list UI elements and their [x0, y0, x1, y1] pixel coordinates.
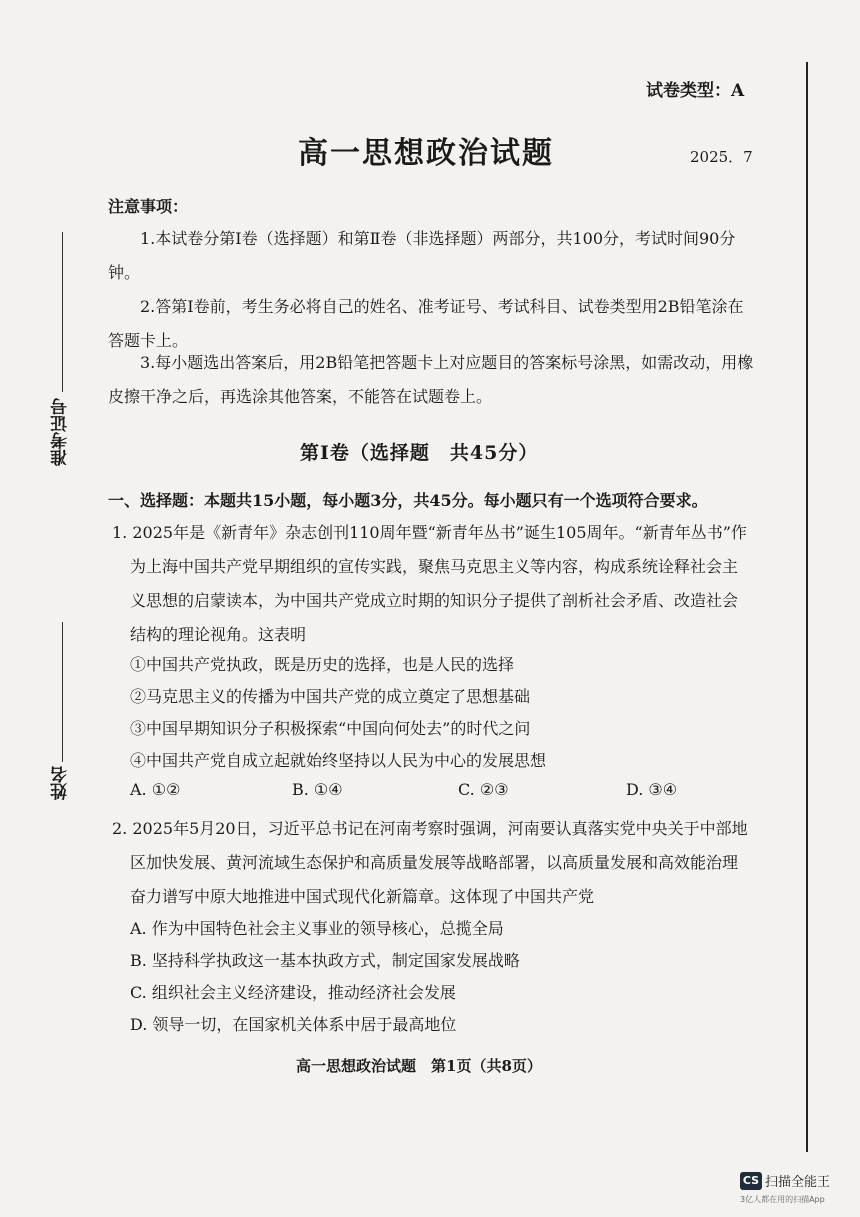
camscanner-logo-icon: CS: [740, 1172, 762, 1190]
scanner-app-name: 扫描全能王: [765, 1175, 831, 1190]
exam-id-label: 准考证号: [51, 398, 71, 466]
q1-statement-4: ④中国共产党自成立起就始终坚持以人民为中心的发展思想: [130, 751, 547, 770]
paper-type: 试卷类型：A: [646, 81, 745, 101]
q1-statement-3: ③中国早期知识分子积极探索“中国向何处去”的时代之问: [130, 719, 531, 738]
q1-stem-line-4: 结构的理论视角。这表明: [130, 625, 307, 644]
name-write-line: [62, 622, 63, 762]
notice-heading: 注意事项：: [108, 197, 189, 216]
q1-stem-line-3: 义思想的启蒙读本，为中国共产党成立时期的知识分子提供了剖析社会矛盾、改造社会: [130, 591, 739, 610]
page-title: 高一思想政治试题: [298, 136, 554, 171]
notice-item-3-text: 3.每小题选出答案后，用2B铅笔把答题卡上对应题目的答案标号涂黑，如需改动，用橡皮擦干净之后，再选涂其他答案，不能答在试题卷上。: [108, 353, 754, 406]
notice-item-2-text: 2.答第Ⅰ卷前，考生务必将自己的姓名、准考证号、考试科目、试卷类型用2B铅笔涂在答题卡上。: [108, 297, 744, 350]
scanner-watermark: [740, 1170, 830, 1190]
name-label: 姓名: [51, 766, 71, 800]
notice-item-1: [108, 222, 758, 290]
q1-option-b: B. ①④: [292, 780, 343, 799]
q2-stem-line-2: 区加快发展、黄河流域生态保护和高质量发展等战略部署，以高质量发展和高效能治理: [130, 853, 739, 872]
q1-statement-1: ①中国共产党执政，既是历史的选择，也是人民的选择: [130, 655, 515, 674]
q2-option-d: D. 领导一切，在国家机关体系中居于最高地位: [130, 1015, 457, 1034]
q2-option-a: A. 作为中国特色社会主义事业的领导核心，总揽全局: [130, 919, 504, 938]
q1-statement-2: ②马克思主义的传播为中国共产党的成立奠定了思想基础: [130, 687, 531, 706]
q2-stem-line-3: 奋力谱写中原大地推进中国式现代化新篇章。这体现了中国共产党: [130, 887, 595, 906]
section-title: 第Ⅰ卷（选择题 共45分）: [300, 442, 539, 464]
q2-stem-line-1: 2. 2025年5月20日，习近平总书记在河南考察时强调，河南要认真落实党中央关于中部地: [112, 819, 748, 838]
q1-option-a: A. ①②: [130, 780, 181, 799]
section-instruction: 一、选择题：本题共15小题，每小题3分，共45分。每小题只有一个选项符合要求。: [108, 491, 708, 510]
scanner-tagline: 3亿人都在用的扫描App: [740, 1195, 825, 1204]
q1-option-d: D. ③④: [626, 780, 678, 799]
notice-item-3: [108, 346, 758, 414]
q1-stem-line-2: 为上海中国共产党早期组织的宣传实践，聚焦马克思主义等内容，构成系统诠释社会主: [130, 557, 739, 576]
notice-item-1-text: 1.本试卷分第Ⅰ卷（选择题）和第Ⅱ卷（非选择题）两部分，共100分，考试时间90分钟。: [108, 229, 736, 282]
right-border-line: [806, 62, 808, 1152]
page-footer: 高一思想政治试题 第1页（共8页）: [296, 1057, 542, 1075]
q2-option-b: B. 坚持科学执政这一基本执政方式，制定国家发展战略: [130, 951, 520, 970]
q2-option-c: C. 组织社会主义经济建设，推动经济社会发展: [130, 983, 456, 1002]
exam-id-write-line: [62, 232, 63, 392]
exam-date: 2025．7: [690, 148, 753, 166]
q1-option-c: C. ②③: [458, 780, 509, 799]
q1-stem-line-1: 1. 2025年是《新青年》杂志创刊110周年暨“新青年丛书”诞生105周年。“新青年丛书”作: [112, 523, 747, 542]
